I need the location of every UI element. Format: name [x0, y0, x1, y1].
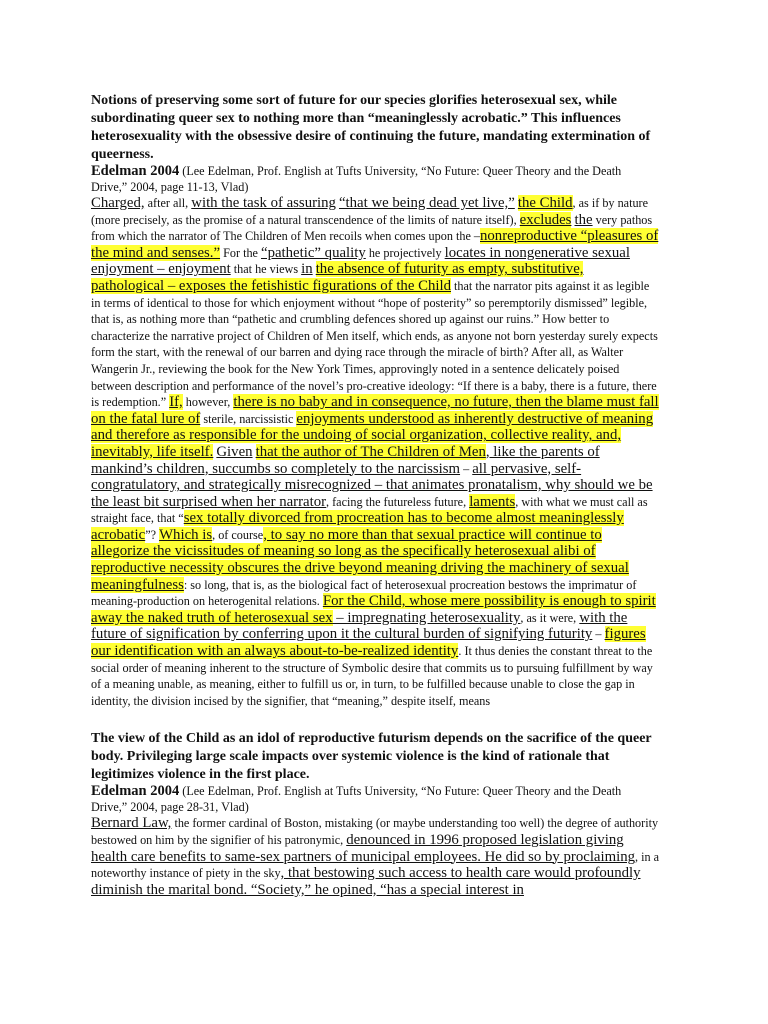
- card2-tagline: The view of the Child as an idol of reproductive futurism depends on the sacrifice of the queer body. Privileging large scale impacts over systemic violence is the kind of rationale that legitimizes violence in the first place.: [91, 731, 652, 783]
- card1-cite-author: Edelman 2004: [91, 163, 180, 179]
- highlighted-underlined-text-run: excludes: [519, 211, 572, 228]
- evidence-text-run: that the narrator pits against it as legible in terms of identical to those for which enjoyment without “hope of posterity” so peremptorily dismissed” legible, that is, as nothing more than “pathetic and crumbling defences shored up against our ruins.” How better to characterize the narrative project of Children of Men itself, which ends, as anyone not born yesterday surely expects form the start, with the renewal of our barren and dying race through the miracle of birth? After all, as Walter Wangerin Jr., reviewing the book for the New York Times, approvingly noted in a sentence delicately poised between description and performance of the novel’s pro-creative ideology: “If there is a baby, there is a future, there is redemption.”: [91, 278, 658, 410]
- evidence-text-run: ”?: [145, 527, 160, 542]
- card1-cite-detail: (Lee Edelman, Prof. English at Tufts University, “No Future: Queer Theory and the Death Drive,” 2004, page 11-13, Vlad): [91, 164, 622, 194]
- highlighted-underlined-text-run: there is no baby and in consequence, no future, then the blame must fall on the fatal lure of: [91, 394, 659, 427]
- evidence-text-run: that he views: [230, 262, 302, 277]
- underlined-text-run: “that we being dead yet live,”: [338, 195, 515, 211]
- evidence-text-run: , as it were,: [520, 610, 580, 625]
- evidence-text-run: , facing the futureless future,: [326, 494, 470, 509]
- underlined-text-run: with the task of assuring: [191, 195, 336, 211]
- evidence-text-run: –: [460, 461, 473, 476]
- card1-evidence-text: [91, 195, 660, 709]
- highlighted-underlined-text-run: For the Child, whose mere possibility is enough to spirit away the naked truth of heterosexual sex: [91, 593, 656, 626]
- underlined-text-run: , that bestowing such access to health care would profoundly diminish the marital bond. “Society,” he opined, “has a special interest in: [91, 865, 641, 898]
- evidence-text-run: sterile, narcissistic: [200, 411, 297, 426]
- evidence-text-run: For the: [220, 245, 262, 260]
- highlighted-underlined-text-run: the Child: [517, 195, 573, 211]
- card-separator: [91, 709, 660, 730]
- underlined-text-run: locates in nongenerative sexual enjoyment – enjoyment: [91, 244, 630, 278]
- highlighted-underlined-text-run: the absence of futurity as empty, substitutive, pathological – exposes the fetishistic figurations of the Child: [91, 261, 584, 294]
- card2-cite-detail: (Lee Edelman, Prof. English at Tufts University, “No Future: Queer Theory and the Death Drive,” 2004, page 28-31, Vlad): [91, 784, 622, 814]
- evidence-text-run: , in a noteworthy instance of piety in the sky: [91, 849, 660, 881]
- highlighted-underlined-text-run: nonreproductive “pleasures of the mind and senses.”: [91, 228, 659, 261]
- evidence-text-run: he projectively: [365, 245, 445, 260]
- highlighted-underlined-text-run: laments: [469, 493, 516, 510]
- evidence-text-run: . It thus denies the constant threat to the social order of meaning inherent to the structure of Symbolic desire that commits us to pursuing fulfillment by way of a meaning unable, as meaning, either to fulfill us or, in turn, to be fulfilled because unable to close the gap in identity, the division incised by the signifier, that “meaning,” despite itself, means: [91, 644, 653, 708]
- highlighted-underlined-text-run: Which is: [159, 526, 213, 543]
- card1-tagline: Notions of preserving some sort of future for our species glorifies heterosexual sex, while subordinating queer sex to nothing more than “meaninglessly acrobatic.” This influences heterosexuality with the obsessive desire of continuing the future, mandating extermination of queerness.: [91, 93, 651, 162]
- highlighted-underlined-text-run: enjoyments understood as inherently destructive of meaning and therefore as responsible for the undoing of social organization, collective reality, and, inevitably, life itself.: [91, 410, 654, 460]
- underlined-text-run: Bernard Law,: [91, 815, 172, 832]
- highlighted-underlined-text-run: , to say no more than that sexual practice will continue to allegorize the vicissitudes of meaning so long as the specifically heterosexual alibi of reproductive necessity obscures the drive beyond meaning driving the machinery of sexual meaningfulness: [91, 526, 629, 593]
- underlined-text-run: Given: [216, 443, 253, 460]
- underlined-text-run: , like the parents of mankind’s children, succumbs so completely to the narcissism: [91, 443, 600, 477]
- card1-citation: [91, 164, 660, 195]
- evidence-text-run: the former cardinal of Boston, mistaking (or maybe understanding too well) the degree of authority bestowed on him by the signifier of his patronymic,: [91, 816, 659, 847]
- evidence-text-run: : so long, that is, as the biological fact of heterosexual procreation bestows the imprimatur of meaning-production on heterogenital relations.: [91, 577, 637, 609]
- evidence-text-run: , as if by nature (more precisely, as the promise of a natural transcendence of the limits of nature itself),: [91, 196, 649, 227]
- underlined-text-run: in: [301, 261, 313, 278]
- evidence-text-run: –: [592, 627, 605, 642]
- evidence-text-run: , with what we must call as straight face, that “: [91, 494, 648, 526]
- underlined-text-run: Charged,: [91, 195, 145, 211]
- underlined-text-run: with the future of signification by conferring upon it the cultural burden of signifying futurity: [91, 609, 628, 643]
- card2-cite-author: Edelman 2004: [91, 783, 180, 800]
- underlined-text-run: – impregnating heterosexuality: [332, 609, 521, 626]
- underlined-text-run: “pathetic” quality: [261, 244, 366, 261]
- underlined-text-run: denounced in 1996 proposed legislation giving health care benefits to same-sex partners of municipal employees. He did so by proclaiming: [91, 832, 636, 865]
- card2-evidence-text: [91, 815, 660, 898]
- highlighted-underlined-text-run: sex totally divorced from procreation has to become almost meaninglessly acrobatic: [91, 510, 624, 543]
- card2-citation: [91, 784, 660, 815]
- highlighted-underlined-text-run: If,: [169, 394, 183, 411]
- evidence-text-run: after all,: [144, 196, 192, 210]
- underlined-text-run: the: [574, 211, 593, 228]
- evidence-text-run: very pathos from which the narrator of The Children of Men recoils when comes upon the –: [91, 212, 653, 244]
- highlighted-underlined-text-run: figures our identification with an always about-to-be-realized identity: [91, 626, 646, 660]
- evidence-text-run: , of course: [212, 527, 264, 542]
- underlined-text-run: all pervasive, self-congratulatory, and strategically misrecognized – that animates pronatalism, why should we be the least bit surprised when her narrator: [91, 460, 653, 510]
- highlighted-underlined-text-run: that the author of The Children of Men: [255, 443, 486, 460]
- evidence-text-run: however,: [182, 395, 234, 410]
